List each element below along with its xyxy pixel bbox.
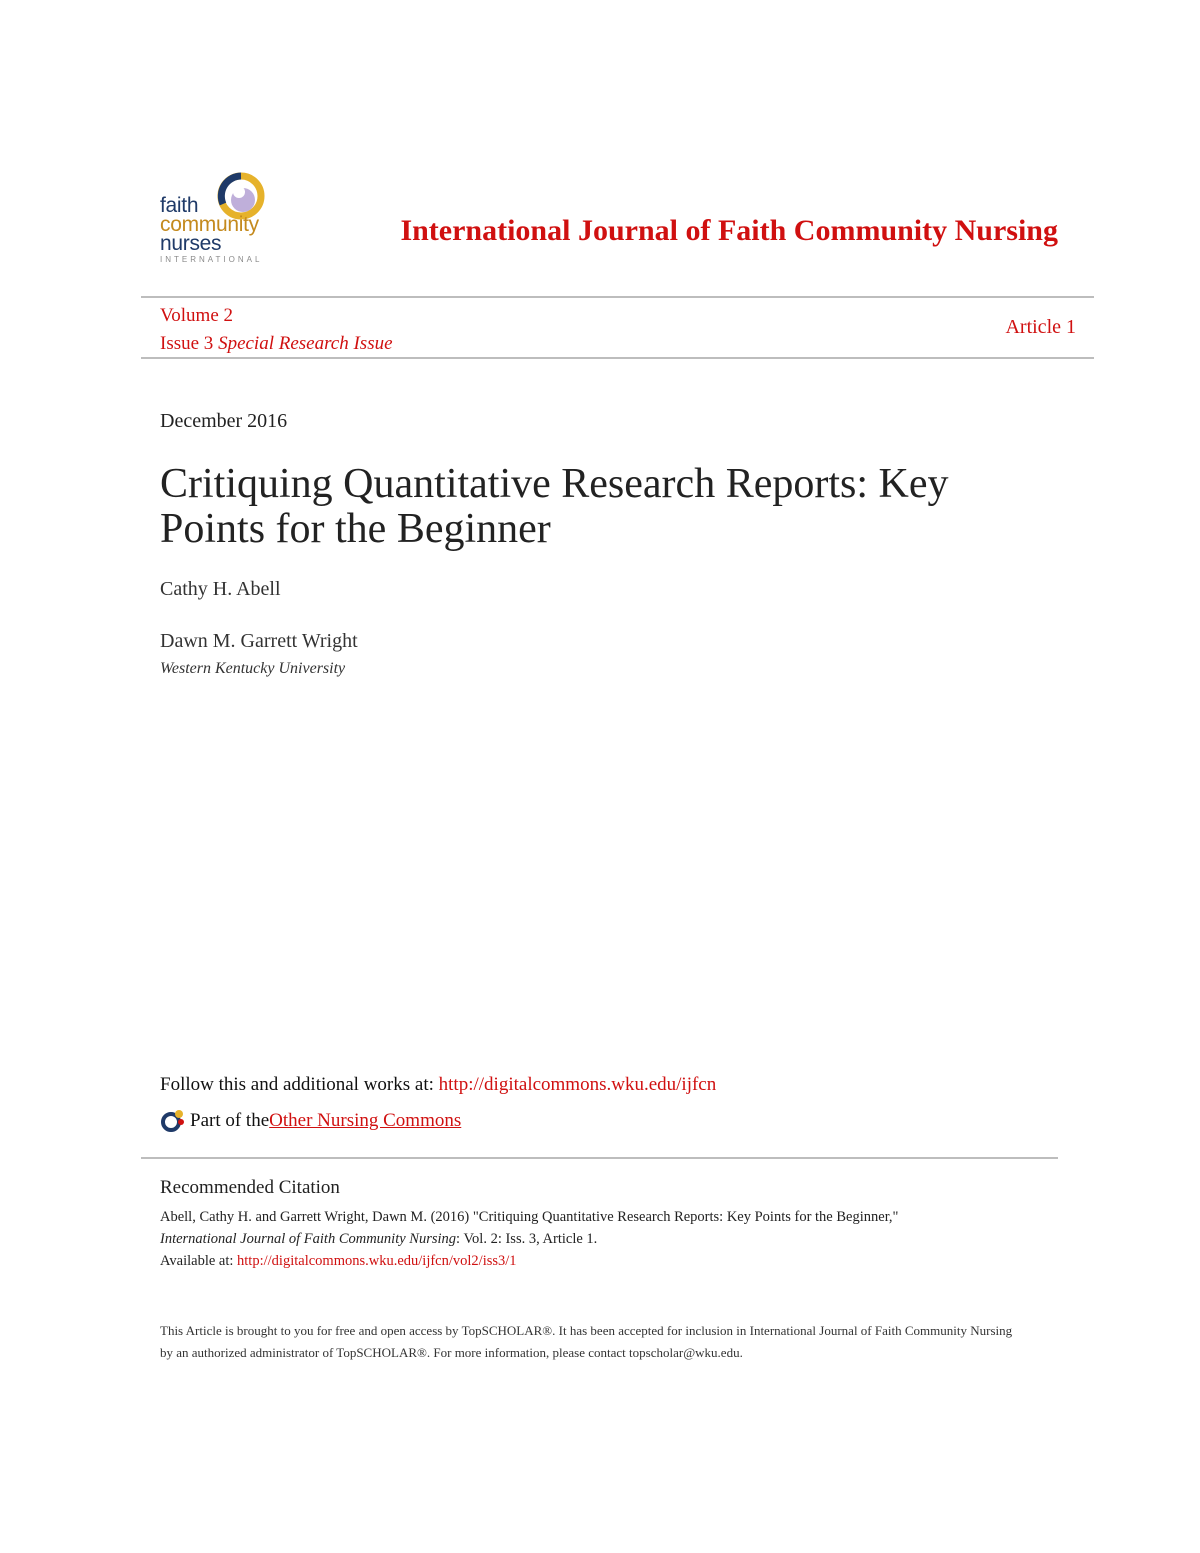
follow-line: [160, 1074, 716, 1096]
logo-text-nurses: nurses: [160, 232, 222, 255]
follow-url-link[interactable]: http://digitalcommons.wku.edu/ijfcn: [438, 1074, 717, 1095]
logo-text-faith: faith: [160, 194, 199, 217]
citation-volume-info: : Vol. 2: Iss. 3, Article 1.: [456, 1231, 598, 1247]
author-name: Dawn M. Garrett Wright: [160, 630, 358, 652]
follow-label: Follow this and additional works at:: [160, 1074, 439, 1095]
citation-line-2: [160, 1228, 1060, 1250]
logo-text-international: INTERNATIONAL: [160, 255, 263, 264]
citation-journal: International Journal of Faith Community Nursing: [160, 1231, 457, 1247]
commons-network-icon: [160, 1108, 186, 1134]
access-notice: This Article is brought to you for free and open access by TopSCHOLAR®. It has been accepted for inclusion in International Journal of Faith Community Nursing by an authorized administrator of TopSCHOLAR®. For more information, please contact topscholar@wku.edu.: [160, 1323, 1013, 1360]
other-nursing-commons-link[interactable]: Other Nursing Commons: [269, 1110, 462, 1131]
part-of-label: Part of the: [190, 1110, 270, 1131]
citation-line-1: Abell, Cathy H. and Garrett Wright, Dawn M. (2016) "Critiquing Quantitative Research Reports: Key Points for the Beginner,": [160, 1209, 899, 1225]
author-affiliation: Western Kentucky University: [160, 660, 346, 677]
citation-line-3: [160, 1250, 1060, 1272]
publication-date: December 2016: [160, 410, 288, 432]
citation-text: [160, 1206, 1060, 1272]
available-at-label: Available at:: [160, 1253, 238, 1269]
issue-link[interactable]: [160, 330, 393, 358]
recommended-citation-heading: Recommended Citation: [160, 1177, 340, 1198]
citation-divider: [141, 1157, 1058, 1159]
journal-title[interactable]: International Journal of Faith Community Nursing: [400, 214, 1058, 247]
citation-url-link[interactable]: http://digitalcommons.wku.edu/ijfcn/vol2/iss3/1: [237, 1253, 517, 1269]
author-name: Cathy H. Abell: [160, 578, 281, 600]
header-divider-top: [141, 296, 1094, 298]
article-title: Critiquing Quantitative Research Reports: Key Points for the Beginner: [160, 461, 949, 552]
journal-logo: [160, 170, 290, 270]
volume-link[interactable]: Volume 2: [160, 305, 234, 326]
issue-special-title: Special Research Issue: [218, 333, 393, 354]
logo-text-community: community: [160, 213, 259, 236]
header-divider-bottom: [141, 357, 1094, 359]
article-number: Article 1: [1005, 316, 1076, 338]
part-of-line: [160, 1108, 461, 1134]
issue-number: Issue 3: [160, 333, 219, 354]
